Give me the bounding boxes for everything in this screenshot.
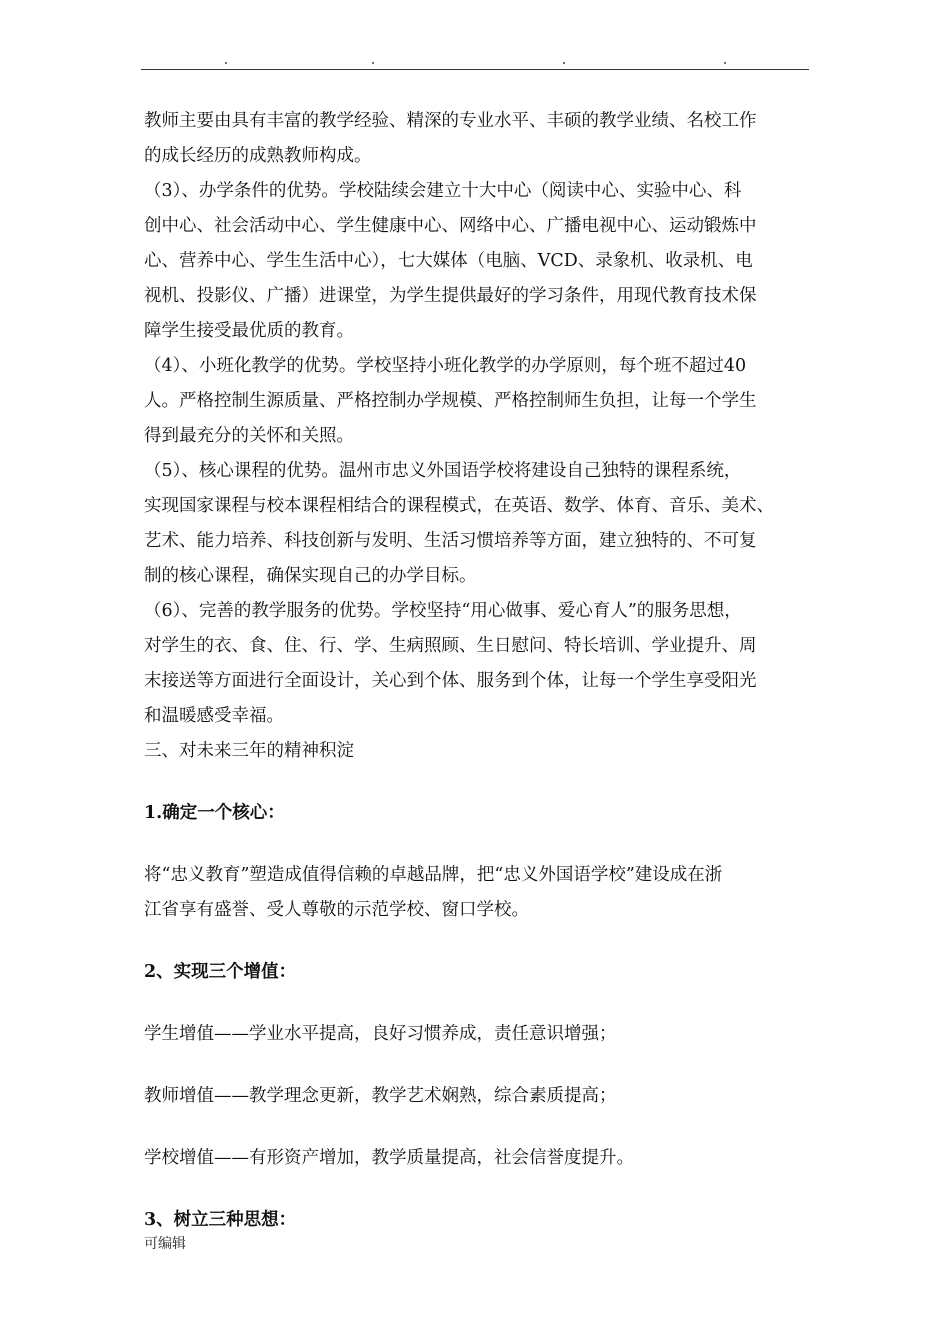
footer-note: 可编辑 — [144, 1236, 186, 1252]
paragraph-line: 艺术、能力培养、科技创新与发明、生活习惯培养等方面，建立独特的、不可复 — [144, 531, 757, 551]
paragraph-line: 人。严格控制生源质量、严格控制办学规模、严格控制师生负担，让每一个学生 — [144, 391, 757, 411]
header-dot — [372, 62, 374, 64]
subsection-heading: 2、实现三个增值： — [144, 962, 297, 982]
header-dot — [724, 62, 726, 64]
paragraph-line: 障学生接受最优质的教育。 — [144, 321, 354, 341]
header-dot — [563, 62, 565, 64]
paragraph-line: （3）、办学条件的优势。学校陆续会建立十大中心（阅读中心、实验中心、科 — [144, 181, 742, 201]
paragraph-line: 实现国家课程与校本课程相结合的课程模式，在英语、数学、体育、音乐、美术、 — [144, 496, 774, 516]
subsection-heading: 3、树立三种思想： — [144, 1210, 297, 1230]
header-dot — [225, 62, 227, 64]
paragraph-line: （6）、完善的教学服务的优势。学校坚持“用心做事、爱心育人”的服务思想， — [144, 601, 742, 621]
paragraph-line: （4）、小班化教学的优势。学校坚持小班化教学的办学原则，每个班不超过40 — [144, 356, 747, 376]
document-body — [144, 104, 814, 1238]
paragraph-line: 末接送等方面进行全面设计，关心到个体、服务到个体，让每一个学生享受阳光 — [144, 671, 757, 691]
paragraph-line: 教师主要由具有丰富的教学经验、精深的专业水平、丰硕的教学业绩、名校工作 — [144, 111, 757, 131]
paragraph-line: 江省享有盛誉、受人尊敬的示范学校、窗口学校。 — [144, 900, 529, 920]
paragraph-line: 对学生的衣、食、住、行、学、生病照顾、生日慰问、特长培训、学业提升、周 — [144, 636, 757, 656]
subsection-heading: 1.确定一个核心： — [144, 803, 285, 823]
paragraph-line: 心、营养中心、学生生活中心），七大媒体（电脑、VCD、录象机、收录机、电 — [144, 251, 753, 271]
section-title: 三、对未来三年的精神积淀 — [144, 741, 354, 761]
paragraph-line: 和温暖感受幸福。 — [144, 706, 284, 726]
paragraph-line: 得到最充分的关怀和关照。 — [144, 426, 354, 446]
header-rule — [141, 69, 809, 70]
paragraph-line: 视机、投影仪、广播）进课堂，为学生提供最好的学习条件，用现代教育技术保 — [144, 286, 757, 306]
paragraph-line: 创中心、社会活动中心、学生健康中心、网络中心、广播电视中心、运动锻炼中 — [144, 216, 757, 236]
paragraph-line: 将“忠义教育”塑造成值得信赖的卓越品牌，把“忠义外国语学校”建设成在浙 — [144, 865, 723, 885]
paragraph-line: 的成长经历的成熟教师构成。 — [144, 146, 372, 166]
paragraph-line: 制的核心课程，确保实现自己的办学目标。 — [144, 566, 477, 586]
paragraph-line: 教师增值——教学理念更新，教学艺术娴熟，综合素质提高； — [144, 1086, 617, 1106]
paragraph-line: 学生增值——学业水平提高，良好习惯养成，责任意识增强； — [144, 1024, 617, 1044]
paragraph-line: （5）、核心课程的优势。温州市忠义外国语学校将建设自己独特的课程系统， — [144, 461, 742, 481]
paragraph-line: 学校增值——有形资产增加，教学质量提高，社会信誉度提升。 — [144, 1148, 634, 1168]
